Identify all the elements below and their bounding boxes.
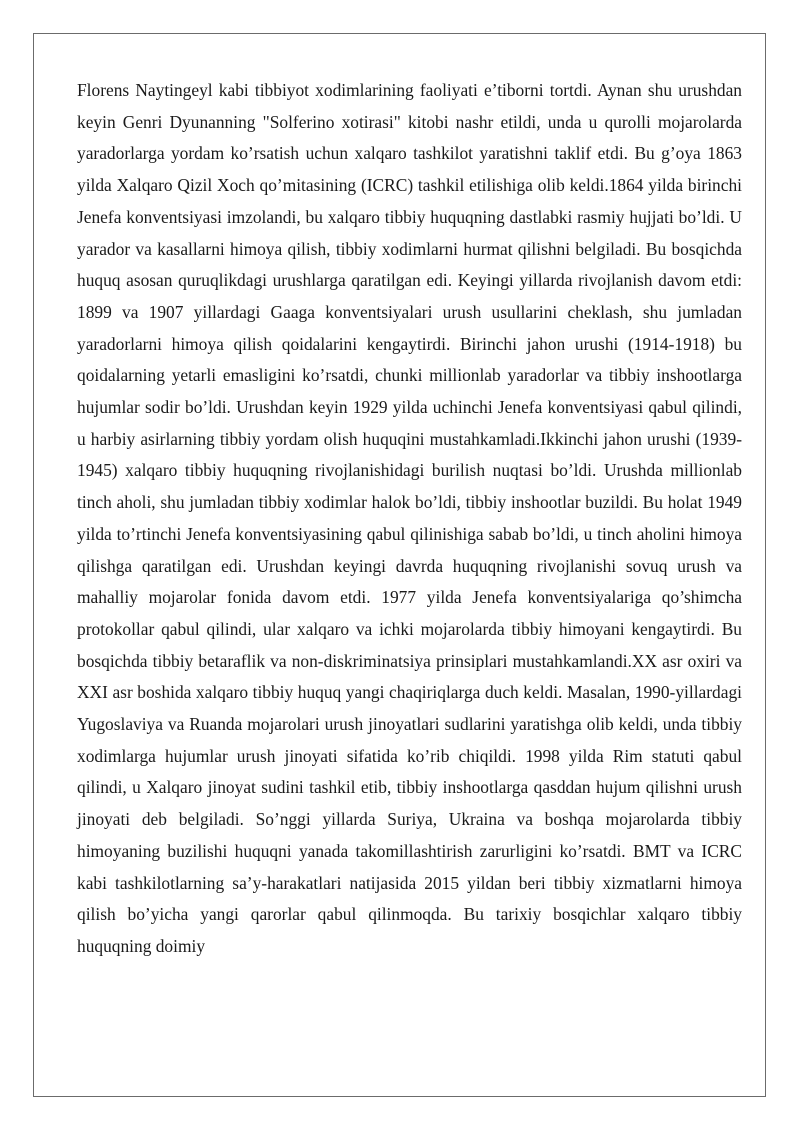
page-frame [33,33,766,1097]
body-paragraph: Florens Naytingeyl kabi tibbiyot xodimlarining faoliyati e’tiborni tortdi. Aynan shu urushdan keyin Genri Dyunanning "Solferino xotirasi" kitobi nashr etildi, unda u qurolli mojarolarda yaradorlarga yordam ko’rsatish uchun xalqaro tashkilot yaratishni taklif etdi. Bu g’oya 1863 yilda Xalqaro Qizil Xoch qo’mitasining (ICRC) tashkil etilishiga olib keldi.1864 yilda birinchi Jenefa konventsiyasi imzolandi, bu xalqaro tibbiy huquqning dastlabki rasmiy hujjati bo’ldi. U yarador va kasallarni himoya qilish, tibbiy xodimlarni hurmat qilishni belgiladi. Bu bosqichda huquq asosan quruqlikdagi urushlarga qaratilgan edi. Keyingi yillarda rivojlanish davom etdi: 1899 va 1907 yillardagi Gaaga konventsiyalari urush usullarini cheklash, shu jumladan yaradorlarni himoya qilish qoidalarini kengaytirdi. Birinchi jahon urushi (1914-1918) bu qoidalarning yetarli emasligini ko’rsatdi, chunki millionlab yaradorlar va tibbiy inshootlarga hujumlar sodir bo’ldi. Urushdan keyin 1929 yilda uchinchi Jenefa konventsiyasi qabul qilindi, u harbiy asirlarning tibbiy yordam olish huquqini mustahkamladi.Ikkinchi jahon urushi (1939-1945) xalqaro tibbiy huquqning rivojlanishidagi burilish nuqtasi bo’ldi. Urushda millionlab tinch aholi, shu jumladan tibbiy xodimlar halok bo’ldi, tibbiy inshootlar buzildi. Bu holat 1949 yilda to’rtinchi Jenefa konventsiyasining qabul qilinishiga sabab bo’ldi, u tinch aholini himoya qilishga qaratilgan edi. Urushdan keyingi davrda huquqning rivojlanishi sovuq urush va mahalliy mojarolar fonida davom etdi. 1977 yilda Jenefa konventsiyalariga qo’shimcha protokollar qabul qilindi, ular xalqaro va ichki mojarolarda tibbiy himoyani kengaytirdi. Bu bosqichda tibbiy betaraflik va non-diskriminatsiya prinsiplari mustahkamlandi.XX asr oxiri va XXI asr boshida xalqaro tibbiy huquq yangi chaqiriqlarga duch keldi. Masalan, 1990-yillardagi Yugoslaviya va Ruanda mojarolari urush jinoyatlari sudlarini yaratishga olib keldi, unda tibbiy xodimlarga hujumlar urush jinoyati sifatida ko’rib chiqildi. 1998 yilda Rim statuti qabul qilindi, u Xalqaro jinoyat sudini tashkil etib, tibbiy inshootlarga qasddan hujum qilishni urush jinoyati deb belgiladi. So’nggi yillarda Suriya, Ukraina va boshqa mojarolarda tibbiy himoyaning buzilishi huquqni yanada takomillashtirish zarurligini ko’rsatdi. BMT va ICRC kabi tashkilotlarning sa’y-harakatlari natijasida 2015 yildan beri tibbiy xizmatlarni himoya qilish bo’yicha yangi qarorlar qabul qilinmoqda. Bu tarixiy bosqichlar xalqaro tibbiy huquqning doimiy [77,80,742,956]
